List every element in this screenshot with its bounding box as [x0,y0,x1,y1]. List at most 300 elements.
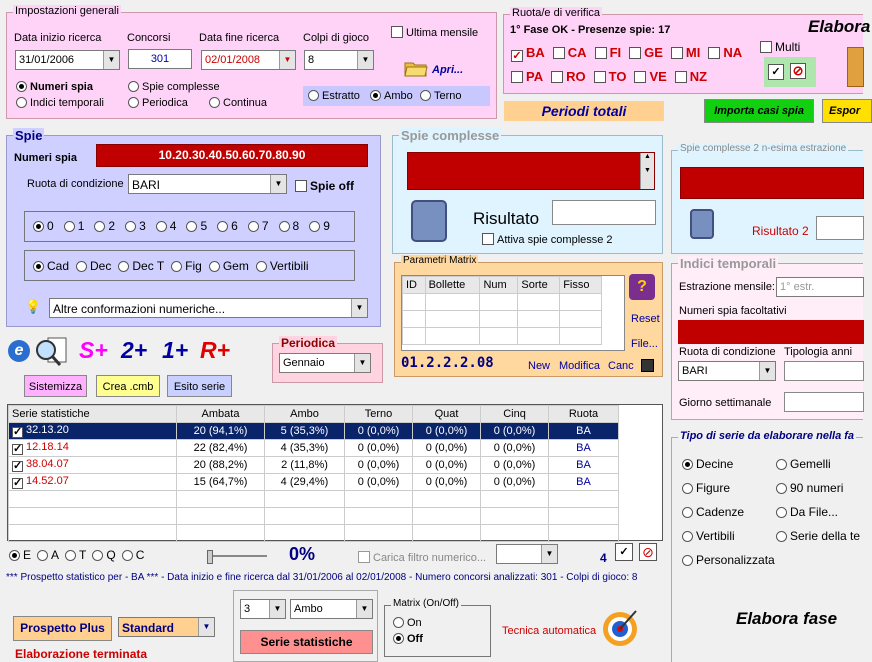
carica-filtro-checkbox[interactable] [358,551,486,564]
serie-statistiche-button[interactable]: Serie statistiche [240,630,373,654]
ruota-checkbox-ge[interactable] [629,45,663,60]
risultato-input[interactable] [552,200,656,225]
ambo-radio[interactable] [370,90,413,102]
table-row[interactable] [9,457,619,474]
serie-header-row [9,406,619,423]
digit-radio-group [24,211,355,242]
altre-conformazioni-value: Altre conformazioni numeriche... [53,302,226,316]
lightbulb-icon: 💡 [25,299,42,314]
parametri-grid [402,276,602,345]
tipo-serie-label: 90 numeri [790,481,844,495]
checkbox-box[interactable]: ✓ [13,443,23,455]
numeri-spia-radio[interactable] [16,81,93,93]
spie-complesse-2-input[interactable] [680,167,864,199]
tipo-serie-radio-decine[interactable] [682,457,733,471]
serie-count: 4 [600,551,607,565]
empty-cell [481,525,549,542]
digit-label: 0 [47,219,54,233]
type-radio-gem[interactable] [209,259,249,273]
radio-dot [776,483,787,494]
cinq-cell: 0 (0,0%) [481,457,549,474]
risultato-2-input[interactable] [816,216,864,240]
progress-percent: 0% [289,544,316,564]
parametri-cell[interactable] [425,311,480,328]
periodica-select[interactable] [279,353,371,373]
ruota-checkbox-ro[interactable] [551,69,586,84]
search-icon[interactable] [34,336,68,366]
ruota-checkbox-ba[interactable] [511,45,545,60]
data-inizio-picker[interactable] [15,50,120,70]
spie-complesse-input[interactable] [407,152,655,190]
terno-radio[interactable] [420,90,462,102]
serie-cell[interactable] [9,423,177,440]
parametri-header-row [403,277,602,294]
radio-dot [420,90,431,101]
ruote-row-2 [511,69,715,84]
tipo-serie-radio-90-numeri[interactable] [776,481,843,495]
parametri-cell[interactable] [518,311,560,328]
ultima-mensile-checkbox[interactable] [391,26,478,39]
colpi-label: Colpi di gioco [303,32,370,44]
table-row [9,491,619,508]
tipo-serie-label: Gemelli [790,457,831,471]
apri-link[interactable]: Apri... [432,64,464,76]
terno-cell: 0 (0,0%) [345,440,413,457]
numeri-spia-label: Numeri spia [14,152,77,164]
radio-dot [125,221,136,232]
type-radio-fig[interactable] [171,259,202,273]
data-inizio-label: Data inizio ricerca [14,32,102,44]
radio-dot [682,483,693,494]
empty-cell [413,525,481,542]
tecnica-automatica-label: Tecnica automatica [502,625,597,637]
checkbox-box [295,180,307,192]
empty-cell [549,508,619,525]
serie-statistiche-table[interactable] [7,404,663,541]
risultato-label: Risultato [473,209,540,228]
ruota-label: NZ [689,69,708,84]
radio-dot [16,81,27,92]
radio-dot [9,550,20,561]
spie-complesse-radio[interactable] [128,81,220,93]
matrix-code: 01.2.2.2.08 [401,355,494,371]
digit-radio-7[interactable] [248,219,269,233]
checkbox-box [675,71,687,83]
file-link[interactable]: File... [631,338,658,350]
ruota-condizione-value: BARI [132,178,161,192]
esito-serie-button[interactable]: Esito serie [167,375,232,397]
parametri-cell[interactable] [518,328,560,345]
type-label: Vertibili [269,259,309,273]
spie-panel [6,128,381,327]
estrazione-mensile-value: 1° estr. [780,281,815,293]
tipo-serie-radio-serie-della-te[interactable] [776,529,860,543]
tipo-serie-radio-vertibili[interactable] [682,529,735,543]
checkbox-box [629,47,641,59]
ruota-label: GE [644,45,663,60]
serie-cell[interactable] [9,440,177,457]
ruota-label: BA [526,45,545,60]
chevron-down-icon: ▼ [356,600,372,618]
esito-label: Q [106,548,116,562]
serie-column-header[interactable]: Ambo [265,406,345,423]
quat-cell: 0 (0,0%) [413,440,481,457]
elabora-title: Elabora [808,17,871,36]
facoltativi-input[interactable] [678,320,864,344]
tipo-serie-radio-da-file-[interactable] [776,505,838,519]
ruota-label: FI [609,45,622,60]
parametri-column-header[interactable]: ID [403,277,426,294]
radio-dot [217,221,228,232]
digit-label: 8 [292,219,300,233]
empty-cell [345,508,413,525]
spie-complesse-title: Spie complesse [401,128,500,143]
ruota-label: RO [566,69,586,84]
parametri-cell[interactable] [403,294,426,311]
sistemizza-button[interactable]: Sistemizza [24,375,87,397]
parametri-row [403,328,602,345]
chevron-down-icon: ▼ [354,354,370,372]
book-icon[interactable] [847,47,864,87]
continua-radio-label: Continua [223,97,268,109]
checkbox-box [511,71,523,83]
radio-dot [37,550,48,561]
checkbox-box [553,47,565,59]
parametri-cell[interactable] [518,294,560,311]
checkbox-box [482,233,494,245]
type-label: Fig [185,259,202,273]
folder-icon[interactable] [404,58,428,76]
empty-cell [413,491,481,508]
checkbox-box[interactable]: ✓ [13,460,23,472]
reset-link[interactable]: Reset [631,313,660,325]
parametri-cell[interactable] [560,311,602,328]
quat-cell: 0 (0,0%) [413,474,481,491]
serie-cell[interactable] [9,457,177,474]
r-plus-button[interactable]: R+ [200,337,231,363]
parametri-cell[interactable] [480,311,518,328]
check-icon[interactable]: ✓ [615,543,633,561]
giorno-settimanale-select[interactable] [784,392,864,412]
empty-cell [9,508,177,525]
periodica-radio-label: Periodica [142,97,188,109]
ruota-cell: BA [549,457,619,474]
chevron-down-icon: ▼ [351,299,367,317]
facoltativi-label: Numeri spia facoltativi [679,305,787,317]
empty-cell [177,525,265,542]
ambo-cell: 4 (35,3%) [265,440,345,457]
parametri-column-header[interactable]: Fisso [560,277,602,294]
parametri-cell[interactable] [403,311,426,328]
ruota-condizione-label: Ruota di condizione [27,178,124,190]
radio-dot [370,90,381,101]
serie-column-header[interactable]: Terno [345,406,413,423]
s-plus-button[interactable]: S+ [79,337,108,363]
tipo-serie-label: Figure [696,481,731,495]
matrix-on-radio[interactable] [393,617,422,629]
parametri-cell[interactable] [480,294,518,311]
tipo-serie-label: Personalizzata [696,553,775,567]
radio-dot [16,97,27,108]
type-label: Dec T [132,259,165,273]
continua-radio[interactable] [209,97,267,109]
checkbox-box[interactable]: ✓ [13,477,23,489]
parametri-row [403,311,602,328]
radio-dot [682,507,693,518]
empty-cell [549,491,619,508]
numeri-spia-input[interactable]: 10.20.30.40.50.60.70.80.90 [96,144,368,167]
ruota-checkbox-mi[interactable] [671,45,700,60]
serie-value: 12.18.14 [26,441,69,453]
ruota-label: CA [567,45,587,60]
periodica-value: Gennaio [283,357,325,369]
ruota-label: MI [685,45,701,60]
standard-value: Standard [122,621,175,635]
colpi-value: 8 [308,54,315,66]
checkbox-box [551,71,563,83]
ambata-cell: 22 (82,4%) [177,440,265,457]
chevron-down-icon: ▼ [357,51,373,69]
parametri-matrix-panel [394,255,663,377]
empty-cell [345,525,413,542]
table-row[interactable] [9,440,619,457]
parametri-cell[interactable] [560,328,602,345]
pda-icon [690,209,714,239]
cinq-cell: 0 (0,0%) [481,474,549,491]
radio-dot [776,531,787,542]
radio-dot [128,81,139,92]
two-plus-button[interactable]: 2+ [121,337,148,363]
parametri-column-header[interactable]: Bollette [425,277,480,294]
serie-column-header[interactable]: Quat [413,406,481,423]
carica-filtro-select[interactable] [496,544,558,564]
type-label: Gem [222,259,249,273]
digit-radio-5[interactable] [186,219,207,233]
digit-radio-8[interactable] [279,219,300,233]
serie-cell[interactable] [9,474,177,491]
spie-complesse-panel [392,128,663,254]
esito-radio-c[interactable] [122,548,145,562]
data-fine-picker[interactable] [201,50,296,70]
digit-label: 9 [323,219,330,233]
estrazione-mensile-label: Estrazione mensile: [679,281,775,293]
esito-radio-t[interactable] [65,548,86,562]
digit-label: 1 [77,219,85,233]
parametri-column-header[interactable]: Num [480,277,518,294]
ruota-checkbox-to[interactable] [594,69,627,84]
esito-radio-a[interactable] [37,548,59,562]
radio-dot [33,261,44,272]
digit-radio-3[interactable] [125,219,146,233]
check-icon[interactable]: ✓ [768,64,784,80]
ruota-checkbox-pa[interactable] [511,69,543,84]
progress-slider[interactable] [207,550,267,562]
type-radio-vertibili[interactable] [256,259,309,273]
type-radio-dec-t[interactable] [118,259,164,273]
serie-column-header[interactable]: Cinq [481,406,549,423]
no-entry-icon[interactable]: ⊘ [639,543,657,561]
serie-column-header[interactable]: Serie statistiche [9,406,177,423]
tipo-serie-radio-personalizzata[interactable] [682,553,775,567]
terno-label: Terno [434,90,462,102]
indici-title: Indici temporali [680,256,777,271]
parametri-cell[interactable] [425,294,480,311]
modifica-link[interactable]: Modifica [559,360,600,372]
digit-radio-4[interactable] [156,219,177,233]
help-book-icon[interactable]: ? [629,274,655,300]
ambata-cell: 15 (64,7%) [177,474,265,491]
ruota-condizione-2-select[interactable] [678,361,776,381]
empty-cell [177,508,265,525]
esito-label: E [23,548,32,562]
radio-dot [186,221,197,232]
concorsi-input[interactable]: 301 [128,49,192,69]
radio-dot [682,555,693,566]
scrollbar[interactable]: ▲ ▼ [640,153,654,189]
pda-icon [411,200,447,242]
table-row [9,508,619,525]
save-icon[interactable] [641,359,654,372]
periodica-radio[interactable] [128,97,188,109]
tipo-serie-radio-figure[interactable] [682,481,730,495]
radio-dot [171,261,182,272]
digit-label: 6 [231,219,238,233]
parametri-cell[interactable] [480,328,518,345]
terno-cell: 0 (0,0%) [345,474,413,491]
serie-grid [8,405,619,542]
spie-off-checkbox[interactable] [295,179,354,193]
empty-cell [549,525,619,542]
elabora-fase-label[interactable]: Elabora fase [736,609,838,628]
esito-label: C [135,548,145,562]
esporta-button[interactable]: Espor [822,99,872,123]
parametri-column-header[interactable]: Sorte [518,277,560,294]
attiva-label: Attiva spie complesse 2 [497,234,613,246]
radio-dot [393,633,404,644]
digit-radio-9[interactable] [309,219,330,233]
new-link[interactable]: New [528,360,551,372]
importa-casi-spia-button[interactable]: Importa casi spia [704,99,814,123]
spie-complesse-radio-label: Spie complesse [142,81,220,93]
chevron-down-icon: ▼ [759,362,775,380]
empty-cell [265,525,345,542]
tipologia-anni-label: Tipologia anni [784,346,853,358]
matrix-off-radio[interactable] [393,633,423,645]
slider-thumb[interactable] [207,550,213,564]
multi-checkbox[interactable] [760,40,800,54]
standard-select[interactable] [118,617,215,637]
serie-value: 38.04.07 [26,458,69,470]
tipo-serie-radio-gemelli[interactable] [776,457,831,471]
serie-body [9,423,619,542]
impostazioni-title: Impostazioni generali [15,5,119,17]
concorsi-label: Concorsi [127,32,171,44]
radio-dot [776,459,787,470]
ambo-cell: 4 (29,4%) [265,474,345,491]
esito-radio-q[interactable] [92,548,115,562]
parametri-cell[interactable] [403,328,426,345]
ruote-panel [503,7,871,94]
ruota-condizione-select[interactable] [128,174,287,194]
type-label: Cad [47,259,70,273]
esito-radio-group [9,548,150,562]
tipo-serie-radio-cadenze[interactable] [682,505,744,519]
tipologia-anni-select[interactable] [784,361,864,381]
esito-radio-e[interactable] [9,548,31,562]
colpi-select[interactable] [304,50,374,70]
digit-radio-2[interactable] [94,219,115,233]
radio-dot [76,261,87,272]
radio-dot [128,97,139,108]
radio-dot [156,221,167,232]
checkbox-box [595,47,607,59]
browser-e-icon[interactable]: e [8,340,30,362]
tipo-serie-label: Decine [696,457,734,471]
quat-cell: 0 (0,0%) [413,457,481,474]
one-plus-button[interactable]: 1+ [162,337,189,363]
table-row[interactable] [9,474,619,491]
ruota-cell: BA [549,440,619,457]
sorte-select[interactable] [290,599,373,619]
table-row[interactable] [9,423,619,440]
altre-conformazioni-select[interactable] [49,298,368,318]
numero-select[interactable] [240,599,286,619]
type-radio-cad[interactable] [33,259,69,273]
ruota-checkbox-na[interactable] [708,45,742,60]
serie-column-header[interactable]: Ruota [549,406,619,423]
canc-link[interactable]: Canc [608,360,634,372]
ruota-checkbox-ve[interactable] [634,69,666,84]
no-entry-icon[interactable]: ⊘ [790,63,806,79]
type-radio-dec[interactable] [76,259,111,273]
ultima-mensile-label: Ultima mensile [406,27,479,39]
digit-label: 5 [200,219,208,233]
parametri-body [403,294,602,345]
estrazione-mensile-select[interactable] [776,277,864,297]
radio-dot [122,550,133,561]
attiva-spie-complesse-checkbox[interactable] [482,233,613,246]
radio-dot [256,261,267,272]
digit-radio-1[interactable] [64,219,85,233]
checkbox-box[interactable]: ✓ [13,426,23,438]
type-label: Dec [90,259,112,273]
ruota-checkbox-ca[interactable] [553,45,587,60]
estratto-label: Estratto [322,90,360,102]
tipo-serie-panel [671,430,863,662]
crea-cmb-button[interactable]: Crea .cmb [96,375,160,397]
target-icon[interactable] [600,607,638,645]
parametri-cell[interactable] [560,294,602,311]
ruota-checkbox-nz[interactable] [675,69,707,84]
ruota-checkbox-fi[interactable] [595,45,622,60]
digit-label: 4 [169,219,177,233]
digit-radio-0[interactable] [33,219,54,233]
checkbox-box [634,71,646,83]
digit-radio-6[interactable] [217,219,238,233]
serie-column-header[interactable]: Ambata [177,406,265,423]
radio-dot [33,221,44,232]
prospetto-plus-button[interactable]: Prospetto Plus [13,616,112,641]
periodi-totali-label: Periodi totali [504,101,664,121]
parametri-cell[interactable] [425,328,480,345]
radio-dot [682,459,693,470]
estratto-radio[interactable] [308,90,360,102]
esito-label: T [79,548,87,562]
indici-temporali-radio[interactable] [16,97,104,109]
checkbox-box [708,47,720,59]
parametri-table[interactable] [401,275,625,351]
tipo-serie-title: Tipo di serie da elaborare nella fa [680,430,855,442]
